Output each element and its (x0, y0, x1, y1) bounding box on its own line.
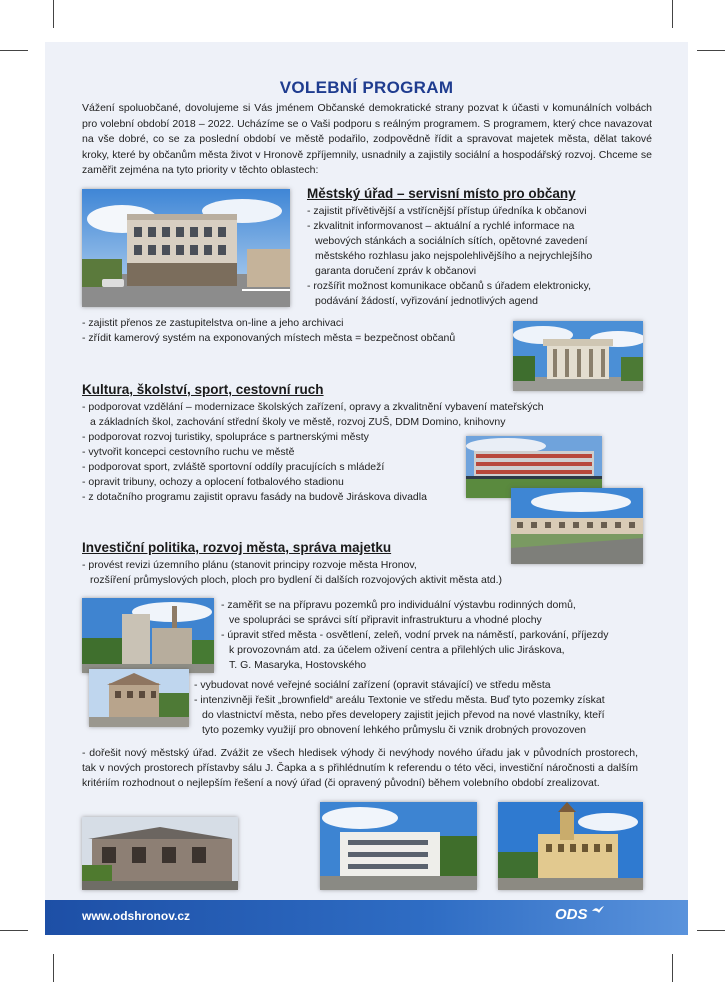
ods-logo: ODS (555, 906, 588, 923)
photo-theatre (513, 321, 643, 391)
section-heading-investment: Investiční politika, rozvoj města, správa majetku (82, 540, 392, 555)
photo-town-hall (82, 189, 290, 307)
section-list-investment (82, 558, 602, 588)
section-heading-town-office: Městský úřad – servisní místo pro občany (307, 186, 576, 201)
list-item: - z dotačního programu zajistit opravu fasády na budově Jiráskova divadla (82, 491, 427, 503)
list-item: - zřídit kamerový systém na exponovaných místech města = bezpečnost občanů (82, 332, 456, 344)
photo-town-square-tower (498, 802, 643, 890)
list-item: rozšíření průmyslových ploch, ploch pro bydlení či dalších rozvojových aktivit města atd.) (90, 574, 503, 586)
list-item: ve spolupráci se správci sítí připravit infrastrukturu a vhodné plochy (229, 614, 542, 626)
crop-mark (53, 0, 54, 28)
list-item: - úpravit střed města - osvětlení, zeleň, vodní prvek na náměstí, parkování, příjezdy (221, 629, 609, 641)
list-item: k provozovnám atd. za účelem oživení centra a přilehlých ulic Jiráskova, (229, 644, 565, 656)
photo-brownfield (89, 669, 189, 727)
photo-old-building (82, 817, 238, 890)
crop-mark (0, 930, 28, 931)
crop-mark (53, 954, 54, 982)
list-item: - podporovat vzdělání – modernizace školských zařízení, opravy a zkvalitnění vybavení mateřských (82, 401, 544, 413)
photo-modern-building (320, 802, 477, 890)
list-item: - podporovat sport, zvláště sportovní oddíly pracujících s mládeží (82, 461, 385, 473)
list-item: - zkvalitnit informovanost – aktuální a rychlé informace na (307, 220, 575, 232)
list-item: - zajistit přenos ze zastupitelstva on-line a jeho archivaci (82, 317, 344, 329)
list-item: - vybudovat nové veřejné sociální zařízení (opravit stávající) ve středu města (194, 679, 551, 691)
list-item: webových stánkách a sociálních sítích, opětovné zavedení (315, 235, 588, 247)
list-item: do vlastnictví města, nebo přes developery zajistit jejich převod na nové vlastníky, kteří (202, 709, 605, 721)
footer-website-link[interactable]: www.odshronov.cz (82, 909, 191, 923)
list-item: podávání žádostí, vyřizování jednotlivých agend (315, 295, 538, 307)
list-item: T. G. Masaryka, Hostovského (229, 659, 367, 671)
list-item: městského rozhlasu jako nejspolehlivějšího a nejrychlejšího (315, 250, 593, 262)
list-item: - zaměřit se na přípravu pozemků pro individuální výstavbu rodinných domů, (221, 599, 576, 611)
list-item: - podporovat rozvoj turistiky, spolupráce s partnerskými městy (82, 431, 369, 443)
crop-mark (697, 930, 725, 931)
list-item: a základních škol, zachování střední školy ve městě, rozvoj ZUŠ, DDM Domino, knihovny (90, 416, 506, 428)
crop-mark (672, 954, 673, 982)
flyer-page (45, 42, 688, 935)
list-item: - intenzivněji řešit „brownfield“ areálu Textonie ve středu města. Buď tyto pozemky získat (194, 694, 605, 706)
list-item: - provést revizi územního plánu (stanovit principy rozvoje města Hronov, (82, 559, 417, 571)
list-item: - zajistit přívětivější a vstřícnější přístup úředníka k občanovi (307, 205, 587, 217)
crop-mark (697, 50, 725, 51)
crop-mark (0, 50, 28, 51)
crop-mark (672, 0, 673, 28)
section-heading-culture: Kultura, školství, sport, cestovní ruch (82, 382, 324, 397)
list-item: tyto pozemky využijí pro obnovení lehkého průmyslu či vznik drobných provozoven (202, 724, 587, 736)
section-list-town-office (307, 204, 647, 309)
photo-football-field (511, 488, 643, 564)
photo-industrial-area (82, 598, 214, 673)
section-list-investment-2 (221, 598, 661, 673)
list-item: - rozšířit možnost komunikace občanů s úřadem elektronicky, (307, 280, 592, 292)
page-title: VOLEBNÍ PROGRAM (279, 78, 454, 97)
bird-icon (591, 905, 605, 915)
list-item: - vytvořit koncepci cestovního ruchu ve městě (82, 446, 295, 458)
closing-paragraph: - dořešit nový městský úřad. Zvážit ze všech hledisek výhody či nevýhody nového úřadu jak v původních prostorech, tak v nových prostorech přístavby sálu J. Čapka a s přihlédnutím k referendu o této věci, investiční náročnosti a dalším kritériím rozhodnout o nejlepším řešení a nový úřad (či opravený původní) během volebního období zrealizovat. (82, 747, 638, 789)
footer-bar (45, 900, 688, 935)
list-item: - opravit tribuny, ochozy a oplocení fotbalového stadionu (82, 476, 344, 488)
section-list-investment-3 (194, 678, 664, 738)
section-list-town-office-extra (82, 316, 522, 346)
list-item: garanta doručení zpráv k občanovi (315, 265, 477, 277)
intro-paragraph: Vážení spoluobčané, dovolujeme si Vás jménem Občanské demokratické strany pozvat k účasti v komunálních volbách pro volební období 2018 – 2022. Ucházíme se o Vaši podporu s reálným programem. S programem, který chce navazovat na vše dobré, co se za poslední období ve městě podařilo, zodpovědně řídit a spravovat majetek města, dělat takové kroky, které by občanům města život v Hronově zpříjemnily, usnadnily a zajistily sociální a hospodářský rozvoj. Chceme se zaměřit zejména na tyto priority v těchto oblastech: (82, 102, 652, 176)
